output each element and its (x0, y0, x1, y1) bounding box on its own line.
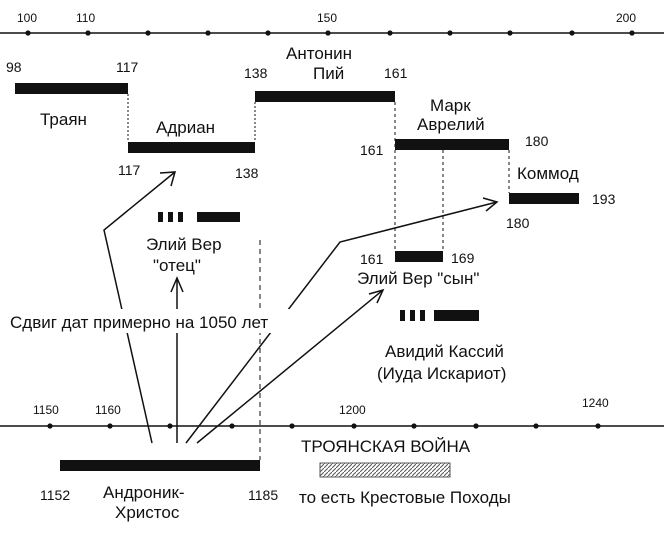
marcus-start-year: 161 (360, 142, 384, 158)
top-tick-label: 200 (616, 11, 637, 25)
andronicus-start-year: 1152 (40, 487, 71, 503)
aelius-junior-start-year: 161 (360, 251, 384, 267)
top-timeline-axis (0, 11, 664, 36)
hadrian-end-year: 138 (235, 165, 259, 181)
commodus-bar (509, 193, 579, 204)
antoninus-end-year: 161 (384, 65, 408, 81)
bottom-tick-label: 1160 (95, 403, 121, 417)
aelius-junior-bar (395, 251, 443, 262)
hadrian-name: Адриан (156, 118, 216, 137)
trojan-war-hatched-bar (320, 463, 450, 477)
andronicus-name-line1: Андроник- (103, 483, 185, 502)
commodus-end-year: 193 (592, 191, 616, 207)
top-tick-label: 150 (317, 11, 338, 25)
trajan-start-year: 98 (6, 59, 22, 75)
marcus-name-line2: Аврелий (417, 115, 485, 134)
commodus-name: Коммод (517, 164, 579, 183)
marcus-name-line1: Марк (430, 96, 471, 115)
antoninus-name-line2: Пий (313, 64, 345, 83)
aelius-junior-end-year: 169 (451, 250, 475, 266)
hadrian-bar (128, 142, 255, 153)
aelius-senior-name-line2: "отец" (153, 256, 201, 275)
andronicus-bar (60, 460, 260, 471)
bottom-tick-label: 1150 (33, 403, 59, 417)
shift-label: Сдвиг дат примерно на 1050 лет (10, 313, 269, 332)
bottom-tick-label: 1240 (582, 396, 609, 410)
andronicus-name-line2: Христос (115, 503, 180, 522)
commodus-start-year: 180 (506, 215, 530, 231)
antoninus-start-year: 138 (244, 65, 268, 81)
avidius-name-line1: Авидий Кассий (385, 342, 504, 361)
trajan-end-year: 117 (116, 59, 139, 75)
bottom-timeline-axis (0, 396, 664, 429)
top-tick-label: 100 (17, 11, 38, 25)
andronicus-end-year: 1185 (248, 487, 279, 503)
top-tick-label: 110 (76, 11, 96, 25)
trojan-war-title: ТРОЯНСКАЯ ВОЙНА (301, 437, 471, 456)
hadrian-start-year: 117 (118, 162, 141, 178)
avidius-bar (400, 310, 479, 321)
aelius-senior-name-line1: Элий Вер (146, 235, 222, 254)
antoninus-name-line1: Антонин (286, 44, 353, 63)
shift-label-group (6, 309, 302, 333)
bottom-tick-label: 1200 (339, 403, 366, 417)
trojan-war-group (299, 437, 511, 507)
trojan-war-subtitle: то есть Крестовые Походы (299, 488, 511, 507)
trajan-bar (15, 83, 128, 94)
aelius-junior-name: Элий Вер "сын" (357, 269, 480, 288)
avidius-name-line2: (Иуда Искариот) (377, 364, 507, 383)
marcus-end-year: 180 (525, 133, 549, 149)
trajan-name: Траян (40, 110, 87, 129)
aelius-senior-bar (158, 212, 240, 222)
andronicus-group (40, 460, 278, 522)
marcus-bar (395, 139, 509, 150)
antoninus-bar (255, 91, 395, 102)
